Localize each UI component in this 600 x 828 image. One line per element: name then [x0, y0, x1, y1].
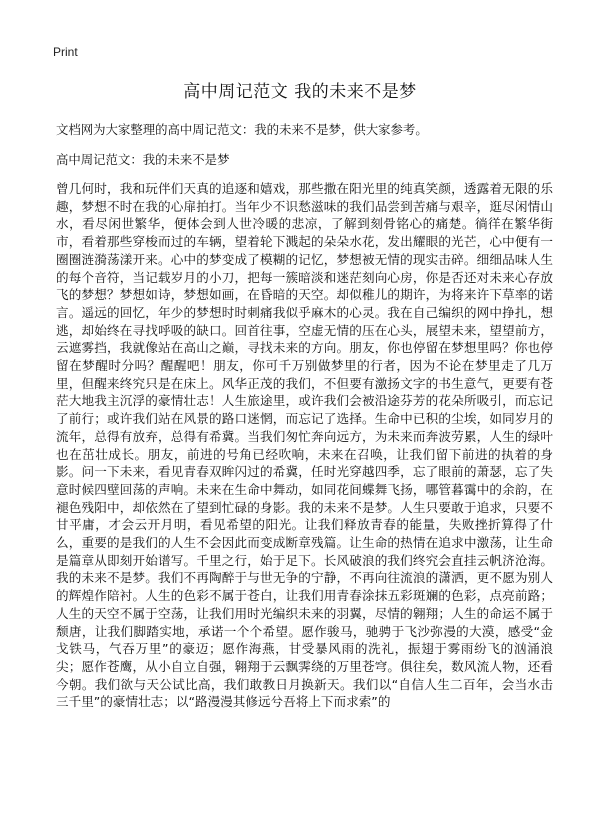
print-label: Print: [53, 45, 78, 59]
body-paragraph: 曾几何时，我和玩伴们天真的追逐和嬉戏，那些撒在阳光里的纯真笑颜，透露着无限的乐趣，梦想不时在我的心扉拍打。当年少不识愁滋味的我们品尝到苦痛与艰辛，逛尽闲情山水，看尽闲世繁华，便体会到人世冷暖的悲凉，了解到刻骨铭心的痛楚。徜徉在繁华街市，看着那些穿梭而过的车辆，望着轮下溅起的朵朵水花，发出耀眼的光芒，心中便有一圈圈涟漪荡漾开来。心中的梦变成了模糊的记忆，梦想被无情的现实击碎。细细品味人生的每个音符，当记载岁月的小刀，把每一簇暗淡和迷茫刻向心房，你是否还对未来心存放飞的梦想？梦想如诗，梦想如画，在昏暗的天空。却似稚儿的期许，为将来许下草率的诺言。遥远的回忆，年少的梦想时时刺痛我似乎麻木的心灵。我在自己编织的网中挣扎，想逃，却始终在寻找呼吸的缺口。回首往事，空虚无情的压在心头，展望未来，望望前方，云遮雾挡，我就像站在高山之巅，寻找未来的方向。朋友，你也停留在梦想里吗？你也停留在梦醒时分吗？醒醒吧！朋友，你可千万别做梦里的行者，因为不论在梦里走了几万里，但醒来终究只是在床上。风华正茂的我们，不但要有激扬文字的书生意气，更要有苍茫大地我主沉浮的豪情壮志！人生旅途里，或许我们会被沿途芬芳的花朵所吸引，而忘记了前行；或许我们站在风景的路口迷惘，而忘记了选择。生命中已积的尘埃，如同岁月的流年，总得有放弃，总得有希冀。当我们匆忙奔向远方，为未来而奔波劳累，人生的绿叶也在茁壮成长。朋友，前进的号角已经吹响，未来在召唤，让我们留下前进的执着的身影。问一下未来，看见青春双眸闪过的希冀，任时光穿越四季，忘了眼前的萧瑟，忘了失意时候四壁回荡的声响。未来在生命中舞动，如同花间蝶舞飞扬，哪管暮霭中的余韵，在褪色残阳中，却依然在了望到忙碌的身影。我的未来不是梦。人生只要敢于追求，只要不甘平庸，才会云开月明，看见希望的阳光。让我们释放青春的能量，失败挫折算得了什么，重要的是我们的人生不会因此而变成断章残篇。让生命的热情在追求中激荡，让生命是篇章从即刻开始谱写。千里之行，始于足下。长风破浪的我们终究会直挂云帆济沧海。我的未来不是梦。我们不再陶醉于与世无争的宁静，不再向往流浪的潇洒，更不愿为别人的辉煌作陪衬。人生的色彩不属于苍白，让我们用青春涂抹五彩斑斓的色彩，点亮前路；人生的天空不属于空荡，让我们用时光编织未来的羽翼，尽情的翱翔；人生的命运不属于颓唐，让我们脚踏实地，承诺一个个希望。愿作骏马，驰骋于飞沙弥漫的大漠，感受“金戈铁马，气吞万里”的豪迈；愿作海燕，甘受暴风雨的洗礼，振翅于雾雨纷飞的汹涌浪尖；愿作苍鹰，从小自立自强，翱翔于云飘霁绕的万里苍穹。俱往矣，数风流人物，还看今朝。我们欲与天公试比高，我们敢教日月换新天。我们以“自信人生二百年，会当水击三千里”的豪情壮志；以“路漫漫其修远兮吾将上下而求索”的: [56, 181, 553, 710]
document-title: 高中周记范文 我的未来不是梦: [183, 82, 417, 102]
intro-paragraph: 文档网为大家整理的高中周记范文：我的未来不是梦，供大家参考。: [56, 122, 428, 137]
section-subheading: 高中周记范文：我的未来不是梦: [56, 152, 230, 167]
